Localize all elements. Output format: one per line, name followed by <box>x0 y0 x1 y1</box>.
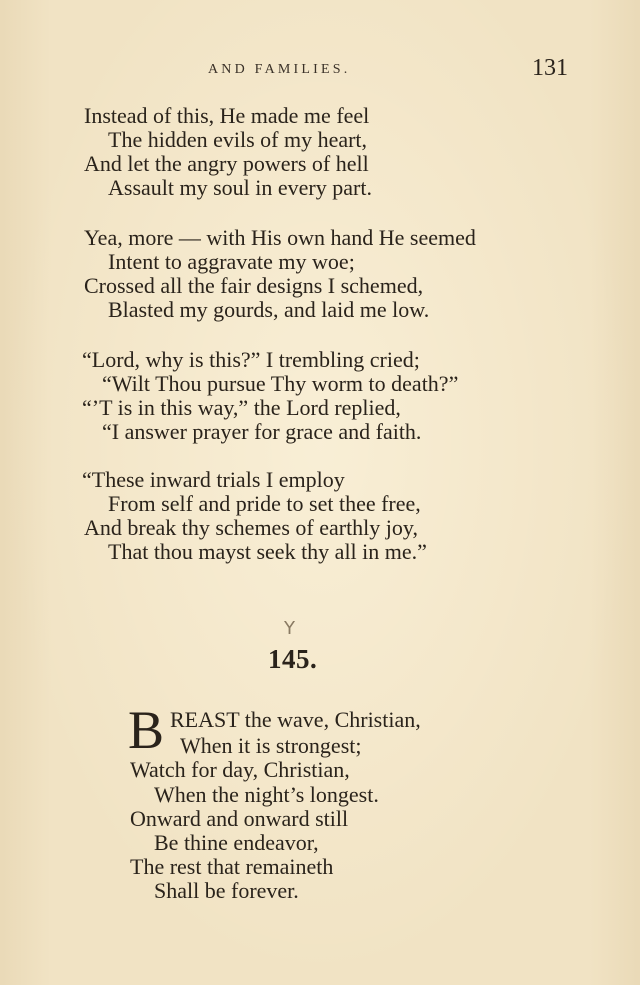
verse-line: Assault my soul in every part. <box>108 175 372 200</box>
hymn-mark: Y <box>284 618 295 639</box>
verse-line: Crossed all the fair designs I schemed, <box>84 273 424 298</box>
verse-line: When it is strongest; <box>180 733 362 758</box>
verse-line: When the night’s longest. <box>154 782 379 807</box>
verse-line: “’T is in this way,” the Lord replied, <box>82 395 401 420</box>
verse-line: “Lord, why is this?” I trembling cried; <box>82 347 420 372</box>
verse-line: And let the angry powers of hell <box>84 151 369 176</box>
verse-line: The hidden evils of my heart, <box>108 127 368 152</box>
verse-line: “These inward trials I employ <box>82 467 345 492</box>
verse-line: And break thy schemes of earthly joy, <box>84 515 418 540</box>
verse-line: From self and pride to set thee free, <box>108 491 421 516</box>
verse-line: “Wilt Thou pursue Thy worm to death?” <box>102 371 459 396</box>
page-number: 131 <box>532 55 568 81</box>
hymn-number: 145. <box>268 644 318 674</box>
verse-line: Onward and onward still <box>130 806 349 831</box>
verse-line: Instead of this, He made me feel <box>84 103 370 128</box>
running-title: AND FAMILIES. <box>208 62 351 77</box>
verse-line: Be thine endeavor, <box>154 830 319 855</box>
verse-line: The rest that remaineth <box>130 854 334 879</box>
verse-line: Intent to aggravate my woe; <box>108 249 355 274</box>
verse-line: Shall be forever. <box>154 878 299 903</box>
verse-line: Yea, more — with His own hand He seemed <box>84 225 476 250</box>
verse-line: That thou mayst seek thy all in me.” <box>108 539 427 564</box>
verse-line: REAST the wave, Christian, <box>170 707 421 732</box>
drop-cap: B <box>128 700 165 760</box>
running-head <box>0 55 640 82</box>
verse-line: Blasted my gourds, and laid me low. <box>108 297 430 322</box>
verse-line: “I answer prayer for grace and faith. <box>102 419 422 444</box>
verse-line: Watch for day, Christian, <box>130 757 350 782</box>
